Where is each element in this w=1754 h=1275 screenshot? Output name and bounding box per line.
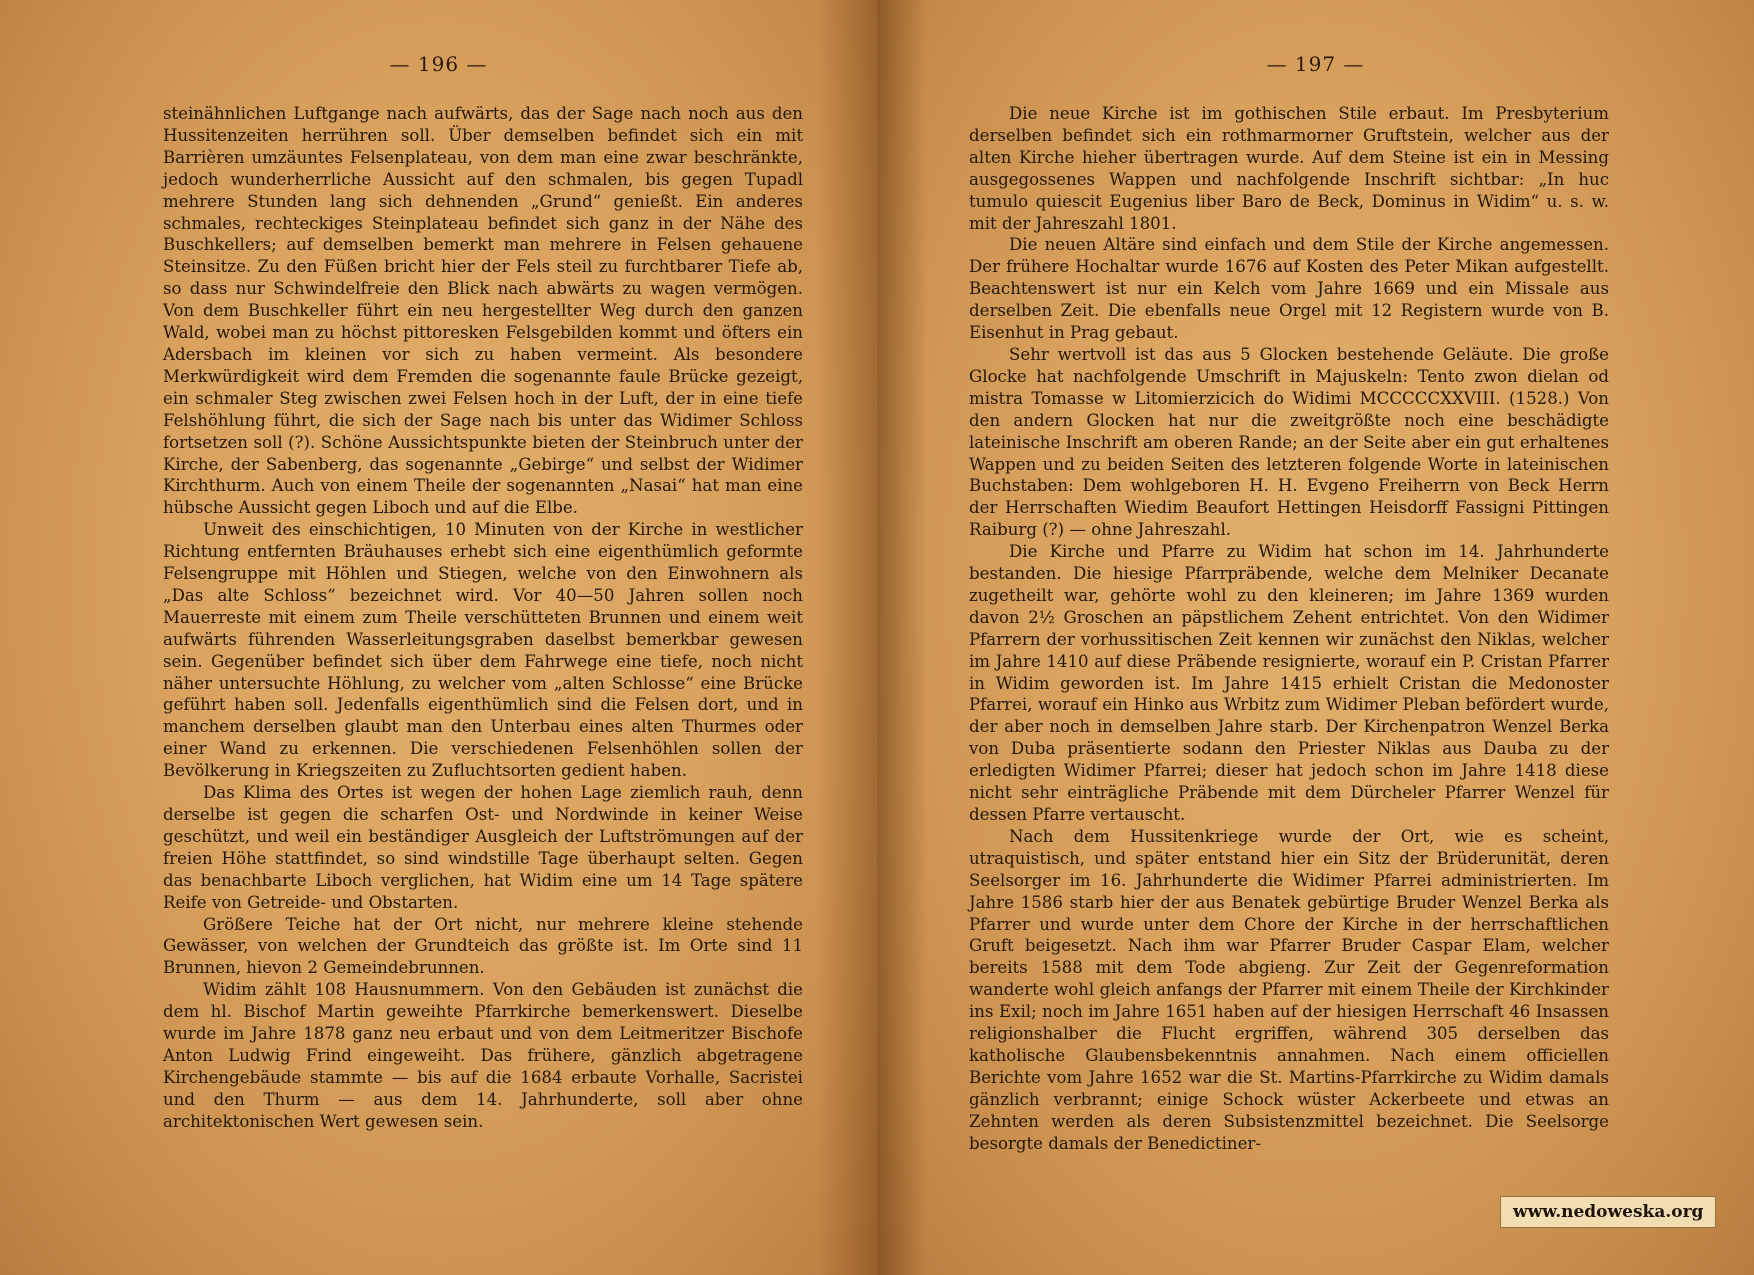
paragraph: Die Kirche und Pfarre zu Widim hat schon im 14. Jahrhunderte bestanden. Die hiesige Pfarrpräbende, welche dem Melniker Decanate zugetheilt war, gehörte wohl zu den kleineren; im Jahre 1369 wurden davon 2½ Groschen an päpstlichem Zehent entrichtet. Von den Widimer Pfarrern der vorhussitischen Zeit kennen wir zunächst den Niklas, welcher im Jahre 1410 auf diese Präbende resignierte, worauf ein P. Cristan Pfarrer in Widim geworden ist. Im Jahre 1415 erhielt Cristan die Medonoster Pfarrei, worauf ein Hinko aus Wrbitz zum Widimer Pleban befördert wurde, der aber noch in demselben Jahre starb. Der Kirchenpatron Wenzel Berka von Duba präsentierte sodann den Priester Niklas aus Dauba zu der erledigten Widimer Pfarrei; dieser hat jedoch schon im Jahre 1418 diese nicht sehr einträgliche Präbende mit dem Dürcheler Pfarrer Wenzel für dessen Pfarre vertauscht.	[969, 542, 1609, 824]
paragraph: Größere Teiche hat der Ort nicht, nur mehrere kleine stehende Gewässer, von welchen der Grundteich das größte ist. Im Orte sind 11 Brunnen, hievon 2 Gemeindebrunnen.	[163, 914, 803, 978]
paragraph: Die neuen Altäre sind einfach und dem Stile der Kirche angemessen. Der frühere Hochaltar wurde 1676 auf Kosten des Peter Mikan aufgestellt. Beachtenswert ist nur ein Kelch vom Jahre 1669 und ein Missale aus derselben Zeit. Die ebenfalls neue Orgel mit 12 Registern wurde von B. Eisenhut in Prag gebaut.	[969, 235, 1609, 343]
gutter-shadow	[877, 0, 927, 1275]
page-number: — 196 —	[389, 52, 488, 76]
paragraph: Die neue Kirche ist im gothischen Stile erbaut. Im Presbyterium derselben befindet sich ein rothmarmorner Gruftstein, welcher aus der alten Kirche hieher übertragen wurde. Auf dem Steine ist ein in Messing ausgegossenes Wappen und nachfolgende Inschrift sichtbar: „In huc tumulo quiescit Eugenius liber Baro de Beck, Dominus in Widim“ u. s. w. mit der Jahreszahl 1801.	[969, 104, 1609, 233]
paragraph: Nach dem Hussitenkriege wurde der Ort, wie es scheint, utraquistisch, und später entstand hier ein Sitz der Brüderunität, deren Seelsorger im 16. Jahrhunderte die Widimer Pfarrei administrierten. Im Jahre 1586 starb hier der aus Benatek gebürtige Bruder Wenzel Berka als Pfarrer und wurde unter dem Chore der Kirche in der herrschaftlichen Gruft beigesetzt. Nach ihm war Pfarrer Bruder Caspar Elam, welcher bereits 1588 mit dem Tode abgieng. Zur Zeit der Gegenreformation wanderte wohl gleich anfangs der Pfarrer mit einem Theile der Kirchkinder ins Exil; noch im Jahre 1651 haben auf der hiesigen Herrschaft 46 Insassen religionshalber die Flucht ergriffen, während 305 derselben das katholische Glaubensbekenntnis annahmen. Nach einem officiellen Berichte vom Jahre 1652 war die St. Martins-Pfarrkirche zu Widim damals gänzlich verbrannt; einige Schock wüster Ackerbeete und etwas an Zehnten werden als deren Subsistenzmittel bezeichnet. Die Seelsorge besorgte damals der Benedictiner-	[969, 826, 1609, 1153]
page-body-text	[163, 103, 803, 1133]
gutter-shadow	[817, 0, 877, 1275]
paragraph: Widim zählt 108 Hausnummern. Von den Gebäuden ist zunächst die dem hl. Bischof Martin geweihte Pfarrkirche bemerkenswert. Dieselbe wurde im Jahre 1878 ganz neu erbaut und von dem Leitmeritzer Bischofe Anton Ludwig Frind eingeweiht. Das frühere, gänzlich abgetragene Kirchengebäude stammte — bis auf die 1684 erbaute Vorhalle, Sacristei und den Thurm — aus dem 14. Jahrhunderte, soll aber ohne architektonischen Wert gewesen sein.	[163, 980, 803, 1131]
paragraph: Unweit des einschichtigen, 10 Minuten von der Kirche in westlicher Richtung entfernten Bräuhauses erhebt sich eine eigenthümlich geformte Felsengruppe mit Höhlen und Stiegen, welche von den Einwohnern als „Das alte Schloss“ bezeichnet wird. Vor 40—50 Jahren sollen noch Mauerreste mit einem zum Theile verschütteten Brunnen und einem weit aufwärts führenden Wasserleitungsgraben daselbst bemerkbar gewesen sein. Gegenüber befindet sich über dem Fahrwege eine tiefe, noch nicht näher untersuchte Höhlung, zu welcher vom „alten Schlosse“ eine Brücke geführt haben soll. Jedenfalls eigenthümlich sind die Felsen dort, und in manchem derselben glaubt man den Unterbau eines alten Thurmes oder einer Wand zu erkennen. Die verschiedenen Felsenhöhlen sollen der Bevölkerung in Kriegszeiten zu Zufluchtsorten gedient haben.	[163, 520, 803, 781]
paragraph: Sehr wertvoll ist das aus 5 Glocken bestehende Geläute. Die große Glocke hat nachfolgende Umschrift in Majuskeln: Tento zwon dielan od mistra Tomasse w Litomierzicich do Widimi MCCCCCXXVIII. (1528.) Von den andern Glocken hat nur die zweitgrößte noch eine beschädigte lateinische Inschrift am oberen Rande; an der Seite aber ein gut erhaltenes Wappen und zu beiden Seiten des letzteren folgende Worte in lateinischen Buchstaben: Dem wohlgeboren H. H. Evgeno Freiherrn von Beck Herrn der Herrschaften Wiedim Beaufort Hettingen Heisdorff Fassigni Pittingen Raiburg (?) — ohne Jahreszahl.	[969, 344, 1609, 540]
paragraph: Das Klima des Ortes ist wegen der hohen Lage ziemlich rauh, denn derselbe ist gegen die scharfen Ost- und Nordwinde in keiner Weise geschützt, und weil ein beständiger Ausgleich der Luftströmungen auf der freien Höhe stattfindet, so sind windstille Tage überhaupt selten. Gegen das benachbarte Liboch verglichen, hat Widim eine um 14 Tage spätere Reife von Getreide- und Obstarten.	[163, 783, 803, 912]
watermark-label: www.nedoweska.org	[1500, 1196, 1716, 1228]
right-page	[877, 0, 1754, 1275]
page-number: — 197 —	[1266, 52, 1365, 76]
paragraph: steinähnlichen Luftgange nach aufwärts, das der Sage nach noch aus den Hussitenzeiten herrühren soll. Über demselben befindet sich ein mit Barrièren umzäuntes Felsenplateau, von dem man eine zwar beschränkte, jedoch wunderherrliche Aussicht auf den schmalen, bis gegen Tupadl mehrere Stunden lang sich dehnenden „Grund“ genießt. Ein anderes schmales, rechteckiges Steinplateau befindet sich ganz in der Nähe des Buschkellers; auf demselben bemerkt man mehrere in Felsen gehauene Steinsitze. Zu den Füßen bricht hier der Fels steil zu furchtbarer Tiefe ab, so dass nur Schwindelfreie den Blick nach abwärts zu wagen vermögen. Von dem Buschkeller führt ein neu hergestellter Weg durch den ganzen Wald, wobei man zu höchst pittoresken Felsgebilden kommt und öfters ein Adersbach im kleinen vor sich zu haben vermeint. Als besondere Merkwürdigkeit wird dem Fremden die sogenannte faule Brücke gezeigt, ein schmaler Steg zwischen zwei Felsen hoch in der Luft, der in eine tiefe Felshöhlung führt, die sich der Sage nach bis unter das Widimer Schloss fortsetzen soll (?). Schöne Aussichtspunkte bieten der Steinbruch unter der Kirche, der Sabenberg, das sogenannte „Gebirge“ und selbst der Widimer Kirchthurm. Auch von einem Theile der sogenannten „Nasai“ hat man eine hübsche Aussicht gegen Liboch und auf die Elbe.	[163, 104, 803, 518]
page-body-text	[969, 103, 1609, 1155]
